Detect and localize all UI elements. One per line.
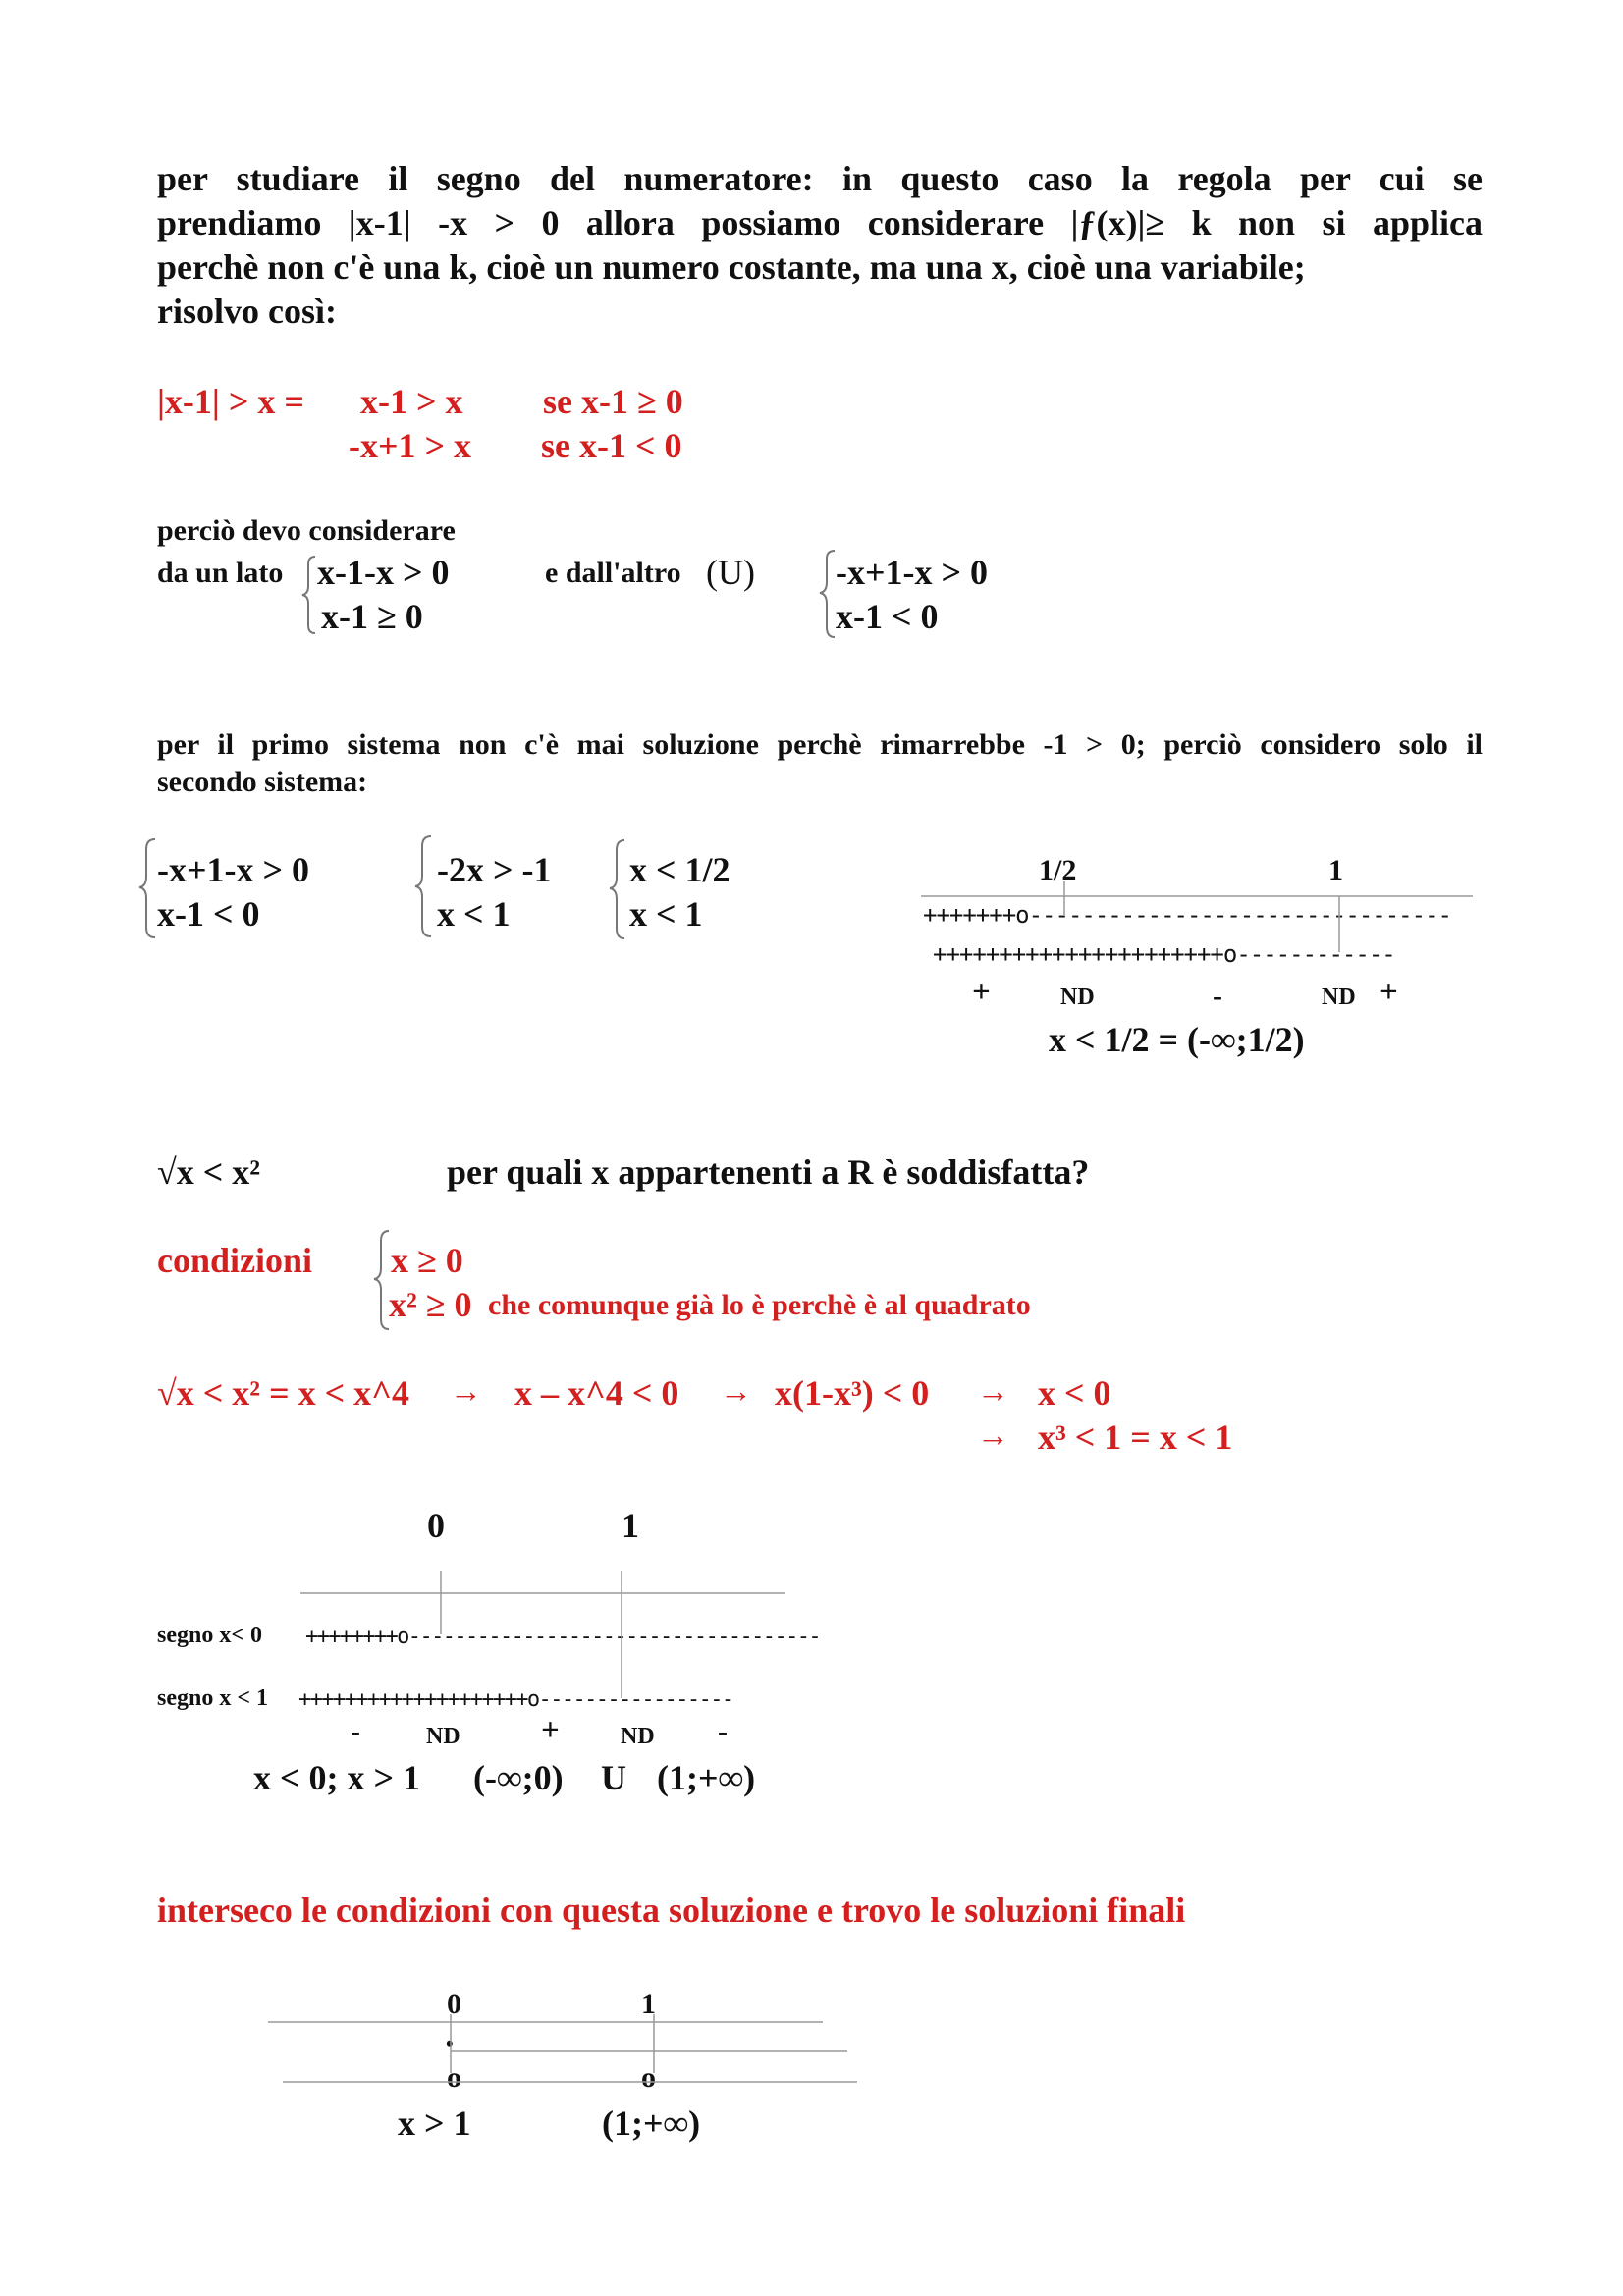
condition-2: x² ≥ 0 bbox=[389, 1285, 472, 1324]
final-result-b: (1;+∞) bbox=[602, 2104, 701, 2143]
intersect-text: interseco le condizioni con questa soluzione e trovo le soluzioni finali bbox=[157, 1891, 1186, 1930]
step-2: x – x^4 < 0 bbox=[514, 1373, 679, 1413]
first-system-note-line-2: secondo sistema: bbox=[157, 766, 368, 798]
intro-line-2: prendiamo |x-1| -x > 0 allora possiamo considerare |ƒ(x)|≥ k non si applica bbox=[157, 203, 1483, 242]
chart2-row-2-label: segno x < 1 bbox=[157, 1685, 269, 1711]
chart1-sign-plus-2: + bbox=[1380, 975, 1398, 1010]
chart2-result-a: x < 0; x > 1 bbox=[253, 1758, 421, 1797]
chart1-result: x < 1/2 = (-∞;1/2) bbox=[1049, 1020, 1305, 1059]
problem-inequality: √x < x² bbox=[157, 1152, 261, 1192]
abs-split-case-1: x-1 > x bbox=[360, 382, 463, 421]
chart2-nd-1: ND bbox=[426, 1724, 460, 1749]
union-symbol: (U) bbox=[706, 553, 755, 592]
consider-side-2-label: e dall'altro bbox=[545, 557, 681, 589]
system-2-line-a: -x+1-x > 0 bbox=[836, 553, 989, 592]
row-system-2-brace bbox=[415, 836, 431, 936]
chart1-sign-minus: - bbox=[1213, 980, 1222, 1012]
chart2-result-union: U bbox=[601, 1758, 626, 1797]
row-system-2-a: -2x > -1 bbox=[437, 850, 552, 889]
conditions-brace bbox=[374, 1231, 389, 1329]
chart2-sign-minus-2: - bbox=[718, 1715, 728, 1747]
first-system-note-line-1: per il primo sistema non c'è mai soluzione perchè rimarrebbe -1 > 0; perciò considero solo il bbox=[157, 728, 1483, 761]
intro-line-4: risolvo così: bbox=[157, 292, 337, 331]
condition-2-note: che comunque già lo è perchè è al quadrato bbox=[488, 1289, 1031, 1321]
final-dot: • bbox=[446, 2031, 454, 2056]
final-result-a: x > 1 bbox=[398, 2104, 471, 2143]
row-system-3-b: x < 1 bbox=[629, 894, 703, 934]
chart2-tick-zero: 0 bbox=[427, 1506, 445, 1545]
step-4: x < 0 bbox=[1038, 1373, 1111, 1413]
chart2-sign-plus: + bbox=[541, 1713, 560, 1748]
chart2-result-c: (1;+∞) bbox=[657, 1758, 756, 1797]
final-open-mark-zero: o bbox=[447, 2061, 461, 2094]
system-1-line-b: x-1 ≥ 0 bbox=[321, 597, 423, 636]
row-system-2-b: x < 1 bbox=[437, 894, 511, 934]
system-1-brace bbox=[302, 557, 315, 633]
abs-split-lhs: |x-1| > x = bbox=[157, 382, 304, 421]
intro-line-3: perchè non c'è una k, cioè un numero costante, ma una x, cioè una variabile; bbox=[157, 247, 1306, 287]
chart2-sign-minus-1: - bbox=[351, 1715, 360, 1747]
final-open-mark-one: o bbox=[641, 2061, 656, 2094]
consider-title: perciò devo considerare bbox=[157, 514, 456, 547]
row-system-3-a: x < 1/2 bbox=[629, 850, 730, 889]
system-2-line-b: x-1 < 0 bbox=[836, 597, 939, 636]
step-arrow-4: → bbox=[977, 1418, 1009, 1454]
step-arrow-3: → bbox=[977, 1374, 1009, 1410]
problem-question: per quali x appartenenti a R è soddisfatta? bbox=[447, 1152, 1090, 1192]
chart2-sign-row-1: ++++++++o------------------------------------ bbox=[305, 1625, 821, 1649]
chart2-tick-one: 1 bbox=[622, 1506, 639, 1545]
step-1: √x < x² = x < x^4 bbox=[157, 1373, 410, 1413]
system-1-line-a: x-1-x > 0 bbox=[317, 553, 450, 592]
row-system-3-brace bbox=[610, 840, 624, 938]
intro-line-1: per studiare il segno del numeratore: in questo caso la regola per cui se bbox=[157, 159, 1483, 198]
row-system-1-a: -x+1-x > 0 bbox=[157, 850, 310, 889]
step-3: x(1-x³) < 0 bbox=[775, 1373, 930, 1413]
chart2-nd-2: ND bbox=[621, 1724, 655, 1749]
chart1-nd-1: ND bbox=[1060, 985, 1095, 1010]
system-2-brace bbox=[820, 551, 835, 637]
abs-split-cond-1: se x-1 ≥ 0 bbox=[543, 382, 683, 421]
chart1-sign-row-1: +++++++o-------------------------------- bbox=[923, 901, 1451, 929]
chart2-result-b: (-∞;0) bbox=[473, 1758, 564, 1797]
step-arrow-2: → bbox=[720, 1374, 752, 1410]
chart1-sign-plus-1: + bbox=[972, 975, 991, 1010]
final-tick-zero: 0 bbox=[447, 1988, 461, 2020]
conditions-label: condizioni bbox=[157, 1241, 313, 1280]
step-arrow-1: → bbox=[450, 1374, 482, 1410]
abs-split-cond-2: se x-1 < 0 bbox=[541, 426, 682, 465]
chart1-sign-row-2: ++++++++++++++++++++++o------------ bbox=[933, 940, 1395, 968]
final-tick-one: 1 bbox=[641, 1988, 656, 2020]
row-system-1-brace bbox=[139, 839, 155, 937]
chart2-sign-row-2: ++++++++++++++++++++o----------------- bbox=[298, 1687, 733, 1712]
row-system-1-b: x-1 < 0 bbox=[157, 894, 260, 934]
chart1-nd-2: ND bbox=[1322, 985, 1356, 1010]
chart1-tick-one: 1 bbox=[1328, 854, 1343, 886]
chart2-row-1-label: segno x< 0 bbox=[157, 1623, 263, 1648]
step-5: x³ < 1 = x < 1 bbox=[1038, 1417, 1233, 1457]
condition-1: x ≥ 0 bbox=[391, 1241, 463, 1280]
abs-split-case-2: -x+1 > x bbox=[349, 426, 472, 465]
chart1-tick-half: 1/2 bbox=[1039, 854, 1077, 886]
consider-side-1-label: da un lato bbox=[157, 557, 284, 589]
